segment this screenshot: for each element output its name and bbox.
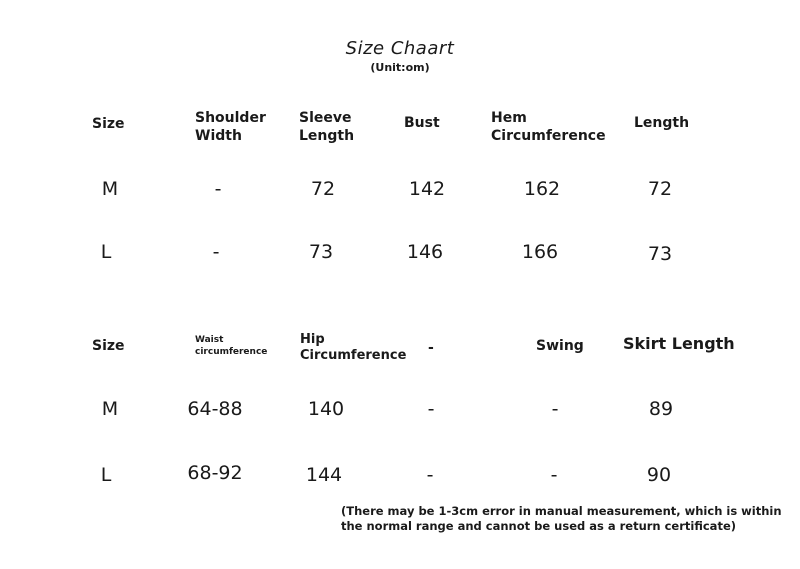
t2-row-m-waist: 64-88 bbox=[187, 398, 243, 420]
t1-header-shoulder-width: Shoulder Width bbox=[195, 110, 266, 144]
t2-header-dash: - bbox=[428, 340, 434, 356]
disclaimer-note: (There may be 1-3cm error in manual measurement, which is within the normal range and cannot be used as a return certificate) bbox=[341, 504, 782, 533]
t1-row-l-size: L bbox=[100, 241, 112, 263]
t1-row-m-shoulder: - bbox=[214, 178, 222, 200]
t1-row-m-hem: 162 bbox=[523, 178, 561, 200]
t1-header-sleeve-length: Sleeve Length bbox=[299, 110, 355, 144]
t2-row-m-hip: 140 bbox=[307, 398, 345, 420]
t2-row-l-waist: 68-92 bbox=[187, 462, 243, 484]
t2-header-skirt-length: Skirt Length bbox=[623, 334, 735, 353]
t1-header-length: Length bbox=[634, 115, 690, 131]
t2-header-swing: Swing bbox=[536, 338, 584, 354]
t1-row-m-length: 72 bbox=[647, 178, 673, 200]
t1-header-bust: Bust bbox=[404, 115, 440, 131]
t1-header-size: Size bbox=[92, 116, 125, 132]
t1-row-l-bust: 146 bbox=[406, 241, 444, 263]
t2-row-l-size: L bbox=[100, 464, 112, 486]
t1-row-m-bust: 142 bbox=[408, 178, 446, 200]
t1-row-m-sleeve: 72 bbox=[310, 178, 336, 200]
t2-row-l-hip: 144 bbox=[305, 464, 343, 486]
t1-row-l-hem: 166 bbox=[521, 241, 559, 263]
t2-row-m-skirt-length: 89 bbox=[648, 398, 674, 420]
t2-row-m-swing: - bbox=[551, 398, 559, 420]
t2-header-size: Size bbox=[92, 338, 125, 354]
t2-row-l-swing: - bbox=[550, 464, 558, 486]
t1-row-l-shoulder: - bbox=[212, 241, 220, 263]
t2-row-l-dash: - bbox=[426, 464, 434, 486]
t2-header-hip: Hip Circumference bbox=[300, 332, 407, 363]
t1-row-l-sleeve: 73 bbox=[308, 241, 334, 263]
t1-header-hem-circumference: Hem Circumference bbox=[491, 110, 606, 144]
t2-row-m-dash: - bbox=[427, 398, 435, 420]
t2-row-l-skirt-length: 90 bbox=[646, 464, 672, 486]
chart-title: Size Chaart bbox=[345, 38, 455, 59]
t2-header-waist: Waist circumference bbox=[195, 335, 268, 357]
t2-row-m-size: M bbox=[101, 398, 119, 420]
t1-row-l-length: 73 bbox=[647, 243, 673, 265]
t1-row-m-size: M bbox=[101, 178, 119, 200]
unit-label: (Unit:om) bbox=[370, 61, 430, 74]
